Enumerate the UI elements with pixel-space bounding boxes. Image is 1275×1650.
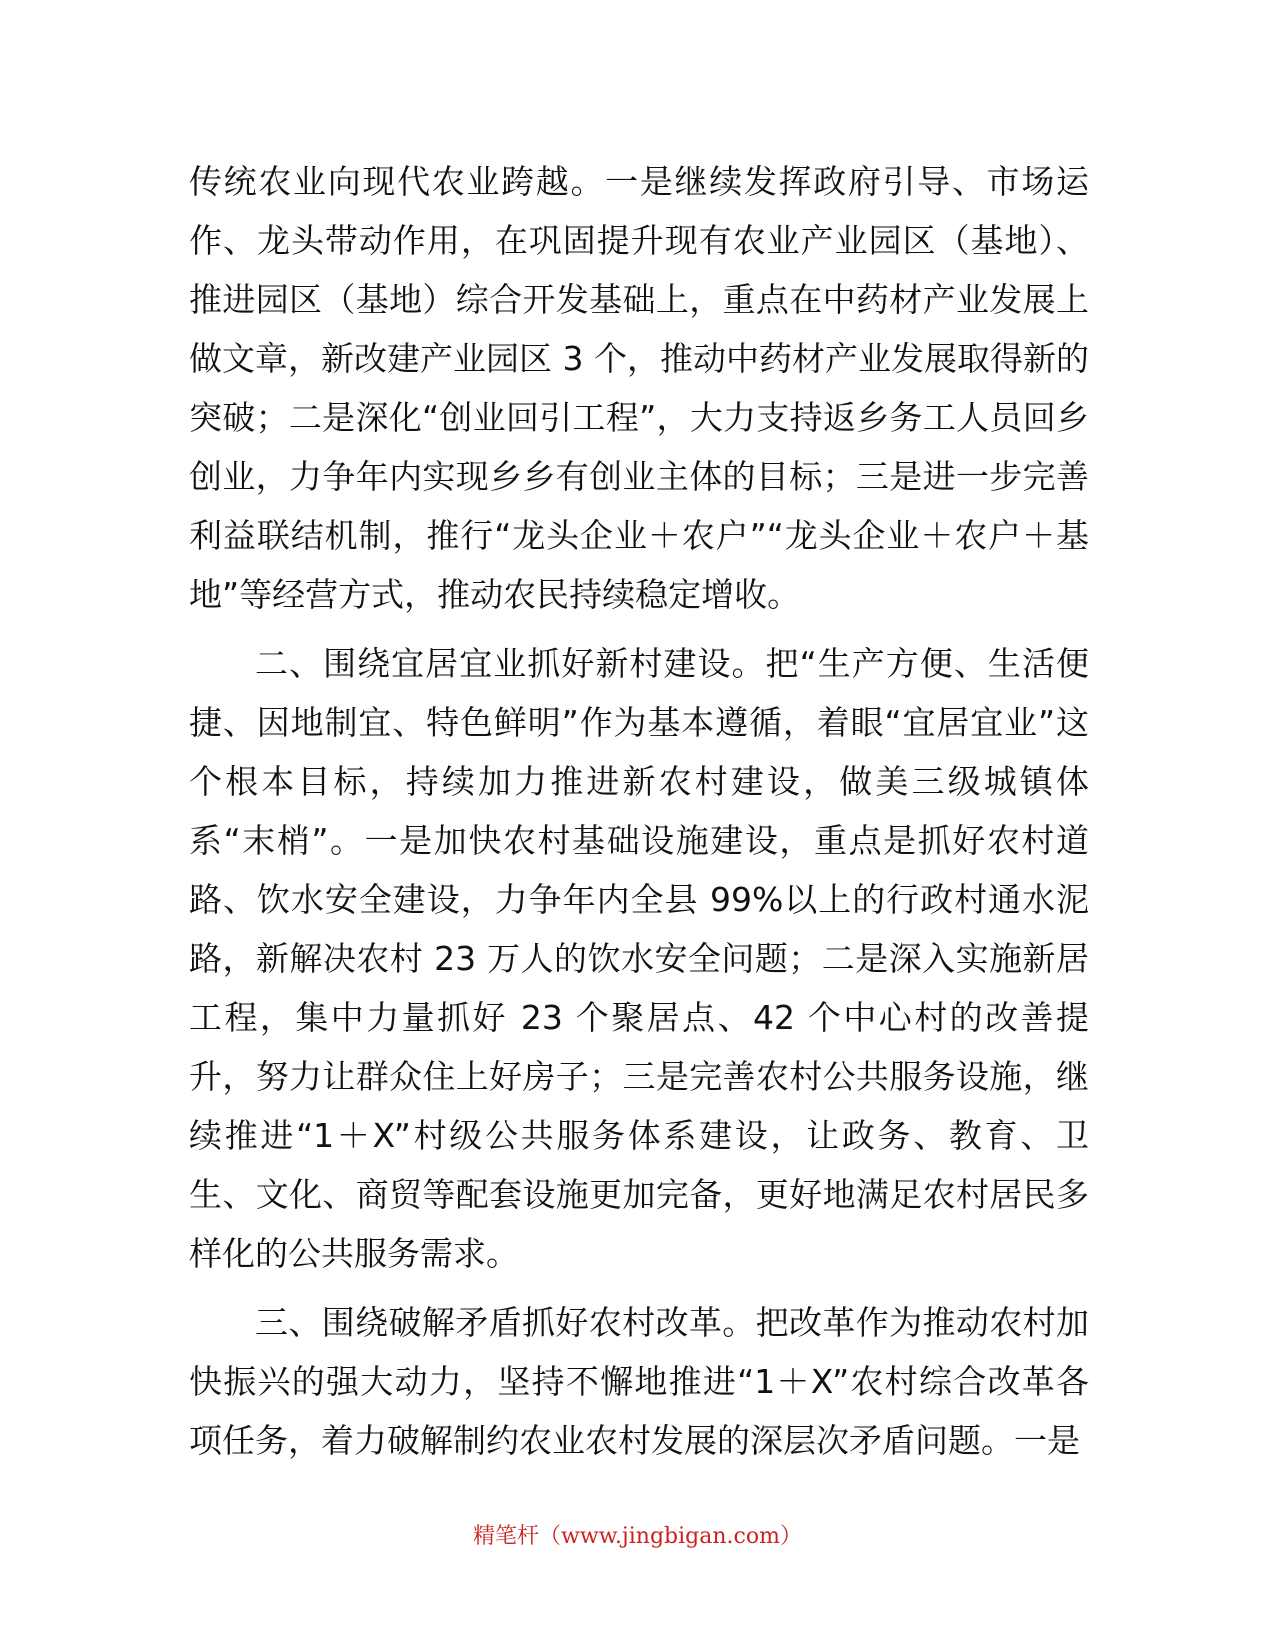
footer-watermark: 精笔杆（www.jingbigan.com）: [473, 1524, 802, 1549]
paragraph-1: 传统农业向现代农业跨越。一是继续发挥政府引导、市场运作、龙头带动作用，在巩固提升现有农业产业园区（基地）、推进园区（基地）综合开发基础上，重点在中药材产业发展上做文章，新改建产业园区 3 个，推动中药材产业发展取得新的突破；二是深化“创业回引工程”，大力支持返乡务工人员回乡创业，力争年内实现乡乡有创业主体的目标；三是进一步完善利益联结机制，推行“龙头企业＋农户”“龙头企业＋农户＋基地”等经营方式，推动农民持续稳定增收。: [189, 162, 1089, 614]
paragraph-3: 三、围绕破解矛盾抓好农村改革。把改革作为推动农村加快振兴的强大动力，坚持不懈地推进“1＋X”农村综合改革各项任务，着力破解制约农业农村发展的深层次矛盾问题。一是: [189, 1303, 1089, 1460]
document-body: [189, 152, 1089, 1480]
paragraph-2: 二、围绕宜居宜业抓好新村建设。把“生产方便、生活便捷、因地制宜、特色鲜明”作为基本遵循，着眼“宜居宜业”这个根本目标，持续加力推进新农村建设，做美三级城镇体系“末梢”。一是加快农村基础设施建设，重点是抓好农村道路、饮水安全建设，力争年内全县 99%以上的行政村通水泥路，新解决农村 23 万人的饮水安全问题；二是深入实施新居工程，集中力量抓好 23 个聚居点、42 个中心村的改善提升，努力让群众住上好房子；三是完善农村公共服务设施，继续推进“1＋X”村级公共服务体系建设，让政务、教育、卫生、文化、商贸等配套设施更加完备，更好地满足农村居民多样化的公共服务需求。: [189, 644, 1089, 1273]
